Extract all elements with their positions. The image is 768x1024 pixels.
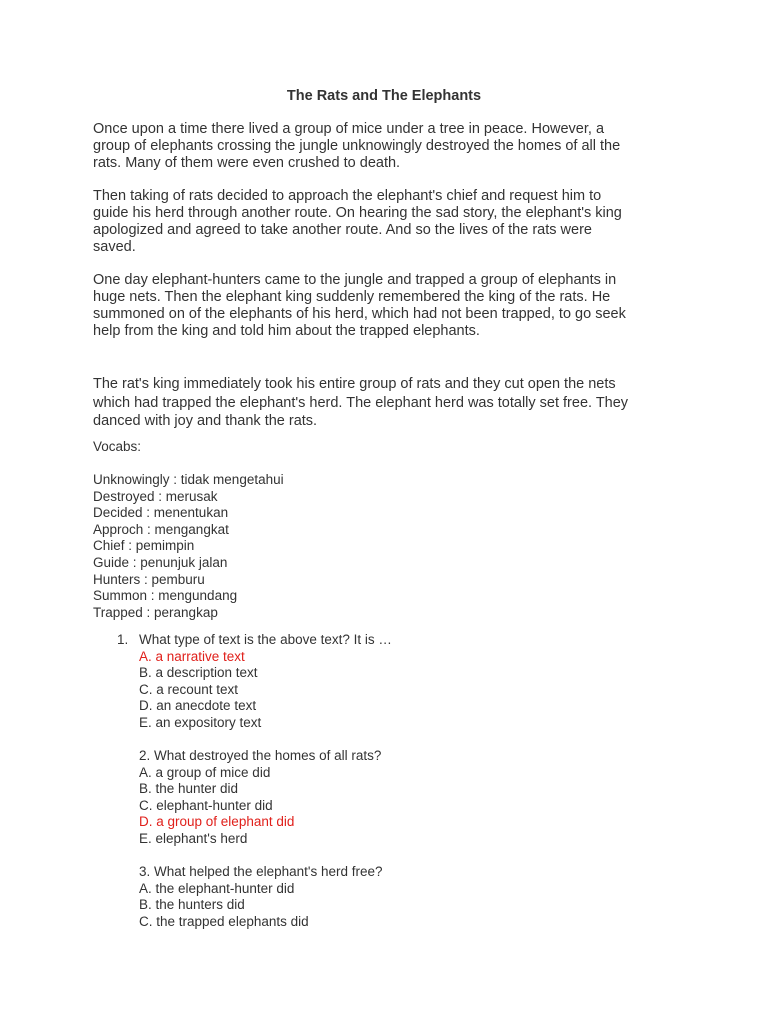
paragraph-line: Once upon a time there lived a group of mice under a tree in peace. However, a xyxy=(93,121,605,137)
paragraph-line: The rat's king immediately took his entire group of rats and they cut open the nets xyxy=(93,376,616,392)
document-title: The Rats and The Elephants xyxy=(286,88,482,104)
paragraph-1 xyxy=(93,121,673,172)
question-2 xyxy=(139,748,381,848)
answer-option: C. the trapped elephants did xyxy=(139,913,309,929)
question-1 xyxy=(139,632,392,732)
vocab-list xyxy=(93,472,284,621)
answer-option: C. elephant-hunter did xyxy=(139,797,273,813)
answer-option: E. an expository text xyxy=(139,714,262,730)
answer-option: A. a group of mice did xyxy=(139,764,271,780)
vocab-item: Unknowingly : tidak mengetahui xyxy=(93,472,284,487)
answer-option: B. the hunters did xyxy=(139,897,245,913)
paragraph-line: One day elephant-hunters came to the jungle and trapped a group of elephants in xyxy=(93,272,617,288)
vocab-item: Approch : mengangkat xyxy=(93,521,229,537)
paragraph-line: Then taking of rats decided to approach the elephant's chief and request him to xyxy=(93,188,602,204)
question-text: 2. What destroyed the homes of all rats? xyxy=(139,748,382,763)
vocab-heading: Vocabs: xyxy=(93,439,142,454)
paragraph-line: danced with joy and thank the rats. xyxy=(93,413,318,429)
paragraph-line: which had trapped the elephant's herd. The elephant herd was totally set free. They xyxy=(93,394,629,411)
paragraph-line: apologized and agreed to take another route. And so the lives of the rats were xyxy=(93,222,592,238)
answer-option: A. a narrative text xyxy=(139,648,245,664)
paragraph-line: help from the king and told him about the trapped elephants. xyxy=(93,323,480,339)
question-3 xyxy=(139,864,383,930)
paragraph-4 xyxy=(93,375,673,431)
answer-option: C. a recount text xyxy=(139,681,239,697)
answer-option: D. a group of elephant did xyxy=(139,814,295,830)
paragraph-line: summoned on of the elephants of his herd, which had not been trapped, to go seek xyxy=(93,306,626,322)
vocab-item: Summon : mengundang xyxy=(93,588,238,604)
vocab-item: Decided : menentukan xyxy=(93,505,229,521)
paragraph-line: huge nets. Then the elephant king suddenly remembered the king of the rats. He xyxy=(93,289,611,305)
question-text: 3. What helped the elephant's herd free? xyxy=(139,864,383,879)
answer-option: B. a description text xyxy=(139,665,258,681)
answer-option: E. elephant's herd xyxy=(139,830,248,846)
answer-option: B. the hunter did xyxy=(139,781,239,797)
vocab-item: Trapped : perangkap xyxy=(93,604,218,620)
vocab-item: Guide : penunjuk jalan xyxy=(93,554,228,570)
question-1-number: 1. xyxy=(117,632,129,647)
vocab-item: Hunters : pemburu xyxy=(93,571,205,587)
paragraph-line: guide his herd through another route. On hearing the sad story, the elephant's king xyxy=(93,205,622,221)
paragraph-line: saved. xyxy=(93,239,136,255)
paragraph-2 xyxy=(93,188,673,256)
paragraph-line: rats. Many of them were even crushed to death. xyxy=(93,155,401,171)
question-text: What type of text is the above text? It is … xyxy=(139,632,392,647)
paragraph-line: group of elephants crossing the jungle unknowingly destroyed the homes of all the xyxy=(93,138,621,154)
vocab-item: Destroyed : merusak xyxy=(93,488,218,504)
answer-option: D. an anecdote text xyxy=(139,698,257,714)
answer-option: A. the elephant-hunter did xyxy=(139,880,295,896)
vocab-item: Chief : pemimpin xyxy=(93,538,195,554)
paragraph-3 xyxy=(93,272,673,340)
